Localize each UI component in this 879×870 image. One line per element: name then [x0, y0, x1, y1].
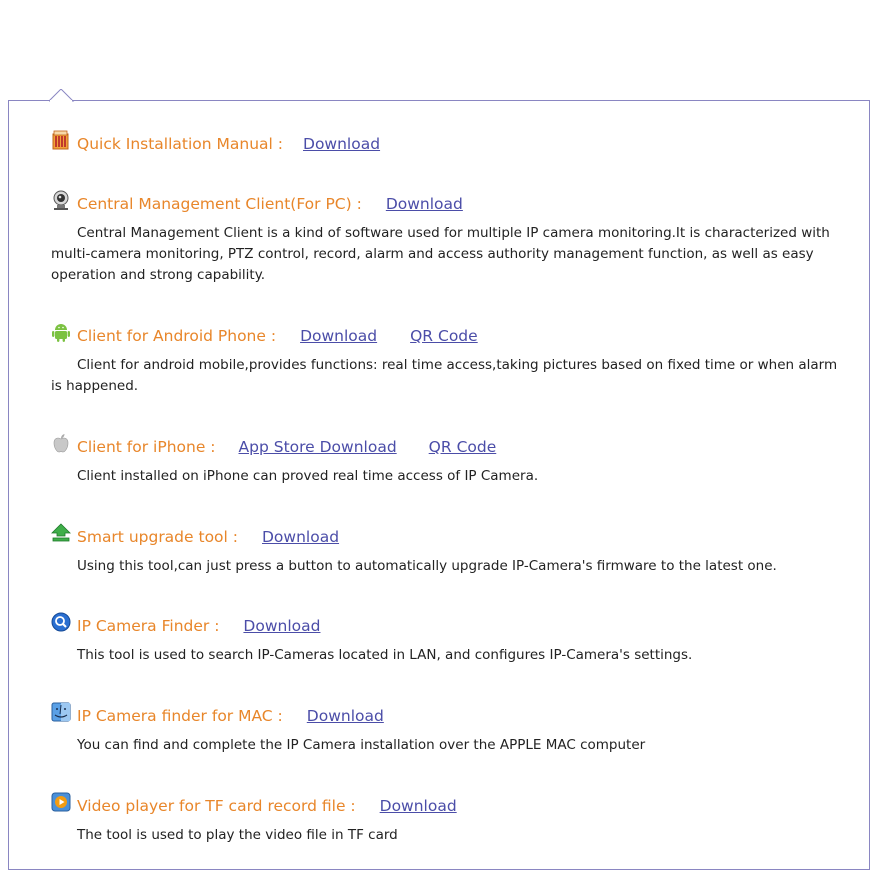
manual-icon — [51, 130, 71, 150]
item-android-client — [51, 324, 841, 397]
apple-icon — [51, 433, 71, 453]
qr-code-link[interactable]: QR Code — [428, 438, 497, 456]
video-player-icon — [51, 792, 71, 812]
download-link[interactable]: Download — [385, 195, 463, 213]
qr-code-link[interactable]: QR Code — [410, 327, 478, 345]
upgrade-arrow-icon — [51, 523, 71, 543]
item-description: Client for android mobile,provides functions: real time access,taking pictures based on fixed time or when alarm is happened. — [51, 357, 838, 394]
item-description: Client installed on iPhone can proved real time access of IP Camera. — [77, 468, 539, 484]
android-icon — [51, 322, 71, 342]
app-store-download-link[interactable]: App Store Download — [238, 438, 397, 456]
item-video-player — [51, 794, 841, 846]
item-description: This tool is used to search IP-Cameras located in LAN, and configures IP-Camera's settings. — [77, 647, 693, 663]
search-icon — [51, 612, 71, 632]
download-link[interactable]: Download — [243, 617, 321, 635]
item-description: Central Management Client is a kind of software used for multiple IP camera monitoring.It is characterized with multi-camera monitoring, PTZ control, record, alarm and access authority management function, as well as easy operation and strong capability. — [51, 225, 830, 283]
item-ip-camera-finder-mac — [51, 704, 841, 756]
item-title: Smart upgrade tool : — [77, 528, 238, 546]
item-iphone-client — [51, 435, 841, 487]
download-link[interactable]: Download — [303, 135, 381, 153]
item-smart-upgrade-tool — [51, 525, 841, 577]
item-title: Client for iPhone : — [77, 438, 216, 456]
item-title: IP Camera finder for MAC : — [77, 707, 283, 725]
item-quick-installation-manual — [51, 132, 841, 156]
item-title: Video player for TF card record file : — [77, 797, 356, 815]
webcam-icon — [51, 190, 71, 210]
item-description: You can find and complete the IP Camera installation over the APPLE MAC computer — [77, 737, 646, 753]
item-title: Client for Android Phone : — [77, 327, 277, 345]
item-description: The tool is used to play the video file in TF card — [77, 827, 398, 843]
item-ip-camera-finder — [51, 614, 841, 666]
download-link[interactable]: Download — [300, 327, 378, 345]
item-central-management-client — [51, 192, 841, 286]
download-link[interactable]: Download — [306, 707, 384, 725]
download-link[interactable]: Download — [379, 797, 457, 815]
mac-finder-icon — [51, 702, 71, 722]
item-title: Central Management Client(For PC) : — [77, 195, 362, 213]
item-description: Using this tool,can just press a button to automatically upgrade IP-Camera's firmware to the latest one. — [77, 558, 777, 574]
item-title: IP Camera Finder : — [77, 617, 220, 635]
download-link[interactable]: Download — [262, 528, 340, 546]
item-title: Quick Installation Manual : — [77, 135, 284, 153]
